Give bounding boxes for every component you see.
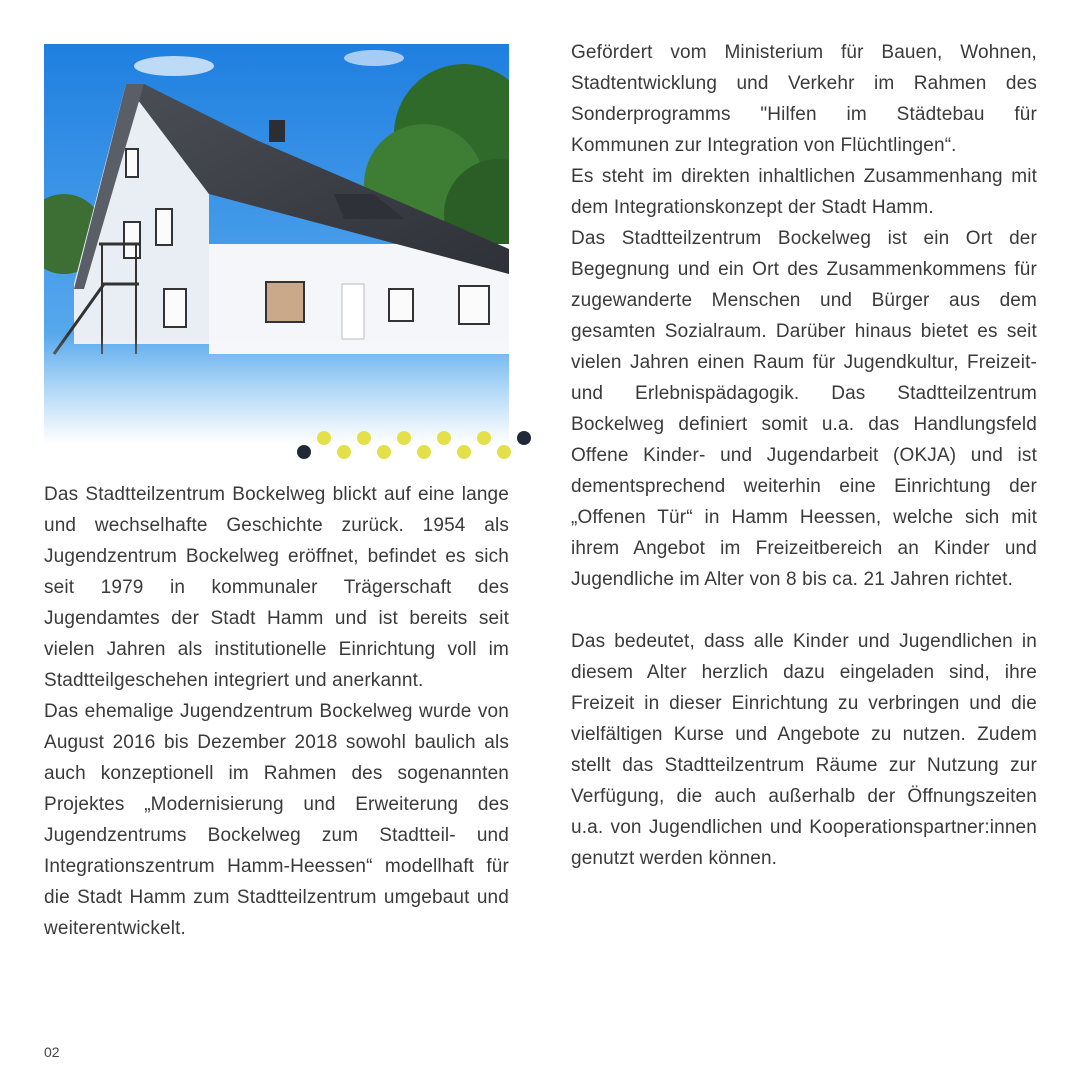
dot-yellow <box>497 445 511 459</box>
page-number: 02 <box>44 1044 60 1060</box>
paragraph-history: Das Stadtteilzentrum Bockelweg blickt auf eine lange und wechselhafte Geschichte zurück. 1954 als Jugendzentrum Bockelweg eröffnet, befindet es sich seit 1979 in kommunaler Trägerschaft des Jugendamtes der Stadt Hamm und ist bereits seit vielen Jahren als institutionelle Einrichtung voll im Stadtteilgeschehen integriert und anerkannt. <box>44 484 509 691</box>
dot-yellow <box>397 431 411 445</box>
dot-yellow <box>357 431 371 445</box>
paragraph-modernisation: Das ehemalige Jugendzentrum Bockelweg wurde von August 2016 bis Dezember 2018 sowohl baulich als auch konzeptionell im Rahmen des sogenannten Projektes „Modernisierung und Erweiterung des Jugendzentrums Bockelweg zum Stadtteil- und Integrationszentrum Hamm-Heessen“ modellhaft für die Stadt Hamm zum Stadtteilzentrum umgebaut und weiterentwickelt. <box>44 701 509 939</box>
dot-yellow <box>317 431 331 445</box>
paragraph-integration-concept: Es steht im direkten inhaltlichen Zusammenhang mit dem Integrationskonzept der Stadt Hamm. <box>571 166 1037 218</box>
left-text-column <box>44 479 509 944</box>
building-illustration <box>44 44 509 444</box>
dot-yellow <box>377 445 391 459</box>
paragraph-spacer <box>571 595 1037 626</box>
right-text-column <box>571 37 1037 874</box>
decorative-dot-line <box>296 428 536 464</box>
dot-dark-right <box>517 431 531 445</box>
dot-yellow <box>457 445 471 459</box>
building-photo <box>44 44 509 444</box>
dot-yellow <box>417 445 431 459</box>
dot-yellow <box>477 431 491 445</box>
dot-yellow <box>337 445 351 459</box>
dot-yellow <box>437 431 451 445</box>
paragraph-funding: Gefördert vom Ministerium für Bauen, Wohnen, Stadtentwicklung und Verkehr im Rahmen des Sonderprogramms "Hilfen im Städtebau für Kommunen zur Integration von Flüchtlingen“. <box>571 42 1037 156</box>
paragraph-invitation: Das bedeutet, dass alle Kinder und Jugendlichen in diesem Alter herzlich dazu eingeladen sind, ihre Freizeit in dieser Einrichtung zu verbringen und die vielfältigen Kurse und Angebote zu nutzen. Zudem stellt das Stadtteilzentrum Räume zur Nutzung zur Verfügung, die auch außerhalb der Öffnungszeiten u.a. von Jugendlichen und Kooperationspartner:innen genutzt werden können. <box>571 631 1037 869</box>
dot-dark-left <box>297 445 311 459</box>
paragraph-meeting-place: Das Stadtteilzentrum Bockelweg ist ein Ort der Begegnung und ein Ort des Zusammenkommens für zugewanderte Menschen und Bürger aus dem gesamten Sozialraum. Darüber hinaus bietet es seit vielen Jahren einen Raum für Jugendkultur, Freizeit- und Erlebnispädagogik. Das Stadtteilzentrum Bockelweg definiert somit u.a. das Handlungsfeld Offene Kinder- und Jugendarbeit (OKJA) und ist dementsprechend weiterhin eine Einrichtung der „Offenen Tür“ in Hamm Heessen, welche sich mit ihrem Angebot im Freizeitbereich an Kinder und Jugendliche im Alter von 8 bis ca. 21 Jahren richtet. <box>571 228 1037 590</box>
